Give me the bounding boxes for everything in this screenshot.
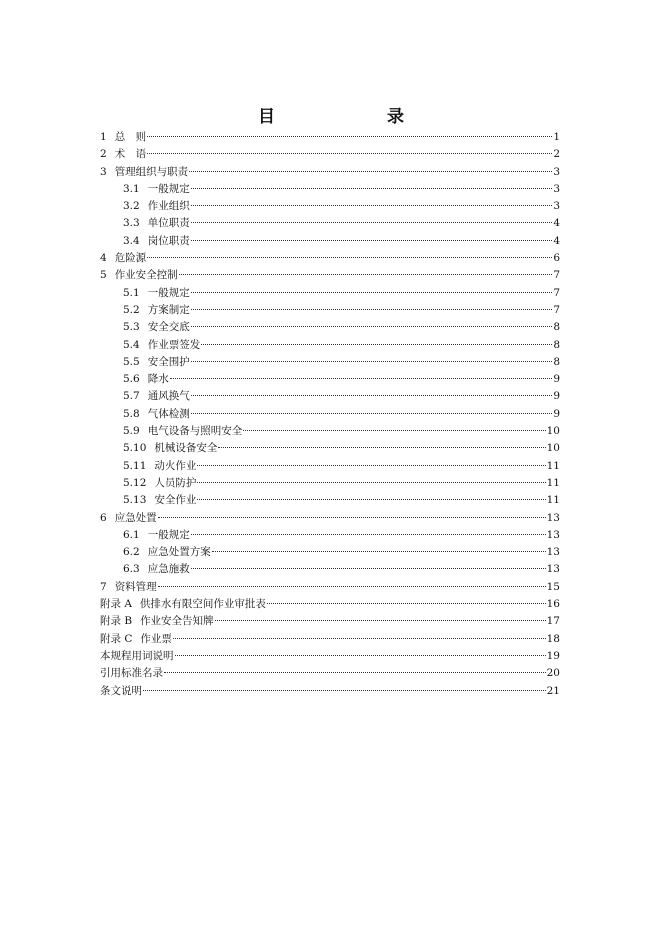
- toc-entry-title: 术 语: [114, 148, 147, 161]
- toc-entry[interactable]: [100, 129, 560, 146]
- toc-entry[interactable]: [100, 613, 560, 630]
- toc-entry-page-number: 8: [553, 355, 560, 368]
- toc-entry-title: 本规程用词说明: [100, 649, 174, 662]
- toc-entry-number: 3.4: [123, 234, 140, 247]
- dot-leader: [191, 413, 553, 414]
- toc-entry-title: 总 则: [114, 131, 147, 143]
- toc-entry-page-number: 2: [553, 148, 560, 161]
- toc-entry-title: 一般规定: [147, 528, 190, 541]
- toc-entry-number: 6: [100, 511, 107, 524]
- toc-entry-page-number: 21: [546, 684, 560, 697]
- toc-entry[interactable]: [100, 631, 560, 648]
- toc-entry[interactable]: [100, 544, 560, 561]
- toc-entry-page-number: 6: [553, 252, 560, 265]
- toc-entry[interactable]: [100, 561, 560, 578]
- toc-entry-title: 安全交底: [147, 321, 190, 334]
- toc-entry-page-number: 4: [553, 217, 560, 230]
- dot-leader: [197, 482, 545, 483]
- toc-entry-page-number: 8: [553, 321, 560, 334]
- toc-entry-number: 5.10: [123, 442, 147, 455]
- toc-entry-number: 3.3: [123, 217, 140, 230]
- toc-entry[interactable]: [100, 233, 560, 250]
- toc-entry-page-number: 13: [546, 511, 560, 524]
- dot-leader: [173, 638, 546, 639]
- toc-entry[interactable]: [100, 423, 560, 440]
- toc-entry-title: 人员防护: [154, 476, 197, 489]
- toc-entry-page-number: 7: [553, 286, 560, 299]
- toc-entry[interactable]: [100, 579, 560, 596]
- toc-entry-title: 应急施救: [147, 563, 190, 576]
- toc-entry[interactable]: [100, 181, 560, 198]
- dot-leader: [170, 378, 553, 379]
- toc-entry-page-number: 4: [553, 234, 560, 247]
- toc-entry-title: 一般规定: [147, 182, 190, 195]
- toc-entry[interactable]: [100, 475, 560, 492]
- toc-entry-page-number: 3: [553, 165, 560, 178]
- toc-entry[interactable]: [100, 492, 560, 509]
- toc-entry-number: 3.2: [123, 200, 140, 213]
- dot-leader: [158, 517, 546, 518]
- toc-entry-number: 5.6: [123, 373, 140, 386]
- toc-entry-number: 4: [100, 252, 107, 265]
- toc-title: 目 录: [258, 107, 430, 127]
- toc-entry-title: 作业组织: [147, 200, 190, 213]
- toc-entry-number: 6.2: [123, 546, 140, 559]
- toc-entry-title: 条文说明: [100, 684, 142, 697]
- dot-leader: [191, 326, 553, 327]
- toc-entry-title: 引用标准名录: [100, 667, 163, 680]
- toc-entry[interactable]: [100, 198, 560, 215]
- toc-entry-page-number: 8: [553, 338, 560, 351]
- toc-entry-page-number: 16: [546, 598, 560, 611]
- toc-entry-number: 5.5: [123, 355, 140, 368]
- toc-entry-page-number: 9: [553, 390, 560, 403]
- toc-entry-title: 安全围护: [147, 355, 190, 368]
- toc-entry-page-number: 13: [546, 563, 560, 576]
- dot-leader: [191, 222, 553, 223]
- dot-leader: [201, 344, 552, 345]
- dot-leader: [158, 586, 546, 587]
- dot-leader: [191, 534, 546, 535]
- toc-entry-page-number: 17: [546, 615, 560, 628]
- toc-entry-title: 电气设备与照明安全: [147, 425, 243, 438]
- toc-entry[interactable]: [100, 648, 560, 665]
- dot-leader: [218, 447, 545, 448]
- toc-entry-title: 安全作业: [154, 494, 197, 507]
- toc-entry-number: 5.1: [123, 286, 140, 299]
- toc-entry-number: 附录 B: [100, 615, 133, 628]
- toc-entry[interactable]: [100, 267, 560, 284]
- toc-entry-title: 通风换气: [147, 390, 190, 403]
- toc-entry-title: 危险源: [114, 252, 147, 265]
- dot-leader: [175, 655, 546, 656]
- toc-entry[interactable]: [100, 406, 560, 423]
- dot-leader: [191, 395, 553, 396]
- toc-entry-number: 5.2: [123, 303, 140, 316]
- dot-leader: [191, 205, 553, 206]
- dot-leader: [197, 465, 545, 466]
- dot-leader: [212, 551, 546, 552]
- toc-entry-number: 6.3: [123, 563, 140, 576]
- toc-list: [100, 129, 560, 700]
- toc-entry-title: 单位职责: [147, 217, 190, 230]
- toc-entry-number: 3: [100, 165, 107, 178]
- dot-leader: [147, 153, 552, 154]
- toc-entry-title: 动火作业: [154, 459, 197, 472]
- toc-entry-title: 管理组织与职责: [114, 165, 189, 178]
- toc-entry-title: 机械设备安全: [154, 442, 218, 455]
- toc-entry-page-number: 10: [546, 442, 560, 455]
- toc-entry[interactable]: [100, 371, 560, 388]
- toc-entry-number: 1: [100, 131, 107, 143]
- toc-entry-number: 5: [100, 269, 107, 282]
- toc-entry[interactable]: [100, 319, 560, 336]
- toc-entry-page-number: 11: [546, 494, 560, 507]
- toc-entry[interactable]: [100, 665, 560, 682]
- dot-leader: [197, 499, 545, 500]
- dot-leader: [191, 188, 553, 189]
- dot-leader: [215, 620, 546, 621]
- dot-leader: [191, 568, 546, 569]
- dot-leader: [191, 309, 553, 310]
- toc-entry-number: 5.9: [123, 425, 140, 438]
- toc-entry-number: 5.4: [123, 338, 140, 351]
- toc-entry-number: 6.1: [123, 528, 140, 541]
- toc-entry-page-number: 20: [546, 667, 560, 680]
- toc-entry-title: 供排水有限空间作业审批表: [139, 598, 266, 611]
- toc-entry[interactable]: [100, 146, 560, 163]
- dot-leader: [147, 136, 552, 137]
- toc-entry-title: 作业安全告知牌: [140, 615, 214, 628]
- dot-leader: [179, 274, 553, 275]
- toc-entry[interactable]: [100, 250, 560, 267]
- toc-entry-page-number: 15: [546, 580, 560, 593]
- toc-entry-page-number: 3: [553, 200, 560, 213]
- toc-entry-page-number: 11: [546, 459, 560, 472]
- dot-leader: [191, 361, 553, 362]
- toc-entry-page-number: 13: [546, 528, 560, 541]
- toc-entry[interactable]: [100, 596, 560, 613]
- toc-entry-page-number: 10: [546, 425, 560, 438]
- toc-entry-title: 一般规定: [147, 286, 190, 299]
- toc-entry[interactable]: [100, 164, 560, 181]
- toc-entry-page-number: 9: [553, 373, 560, 386]
- toc-entry[interactable]: [100, 302, 560, 319]
- toc-entry-title: 作业票签发: [147, 338, 201, 351]
- toc-entry-page-number: 13: [546, 546, 560, 559]
- dot-leader: [189, 171, 552, 172]
- toc-entry-number: 5.7: [123, 390, 140, 403]
- dot-leader: [243, 430, 545, 431]
- toc-entry-number: 5.8: [123, 407, 140, 420]
- dot-leader: [147, 257, 552, 258]
- toc-entry-page-number: 7: [553, 303, 560, 316]
- toc-entry[interactable]: [100, 354, 560, 371]
- toc-entry-number: 5.13: [123, 494, 147, 507]
- toc-entry-page-number: 7: [553, 269, 560, 282]
- toc-entry-title: 作业安全控制: [114, 269, 178, 282]
- toc-entry[interactable]: [100, 510, 560, 527]
- dot-leader: [267, 603, 546, 604]
- toc-entry-title: 作业票: [140, 632, 172, 645]
- toc-entry-title: 应急处置方案: [147, 546, 211, 559]
- toc-entry[interactable]: [100, 683, 560, 700]
- toc-entry-number: 2: [100, 148, 107, 161]
- dot-leader: [164, 672, 546, 673]
- toc-entry[interactable]: [100, 440, 560, 457]
- toc-entry-title: 气体检测: [147, 407, 190, 420]
- toc-entry-title: 岗位职责: [147, 234, 190, 247]
- toc-entry-title: 应急处置: [114, 511, 157, 524]
- toc-entry[interactable]: [100, 285, 560, 302]
- dot-leader: [191, 240, 553, 241]
- toc-entry[interactable]: [100, 337, 560, 354]
- toc-entry-title: 资料管理: [114, 580, 157, 593]
- toc-entry-page-number: 11: [546, 476, 560, 489]
- toc-entry-title: 方案制定: [147, 303, 190, 316]
- dot-leader: [143, 690, 546, 691]
- toc-entry-number: 附录 A: [100, 598, 132, 611]
- dot-leader: [191, 292, 553, 293]
- toc-entry-page-number: 3: [553, 182, 560, 195]
- toc-entry[interactable]: [100, 215, 560, 232]
- toc-entry-number: 7: [100, 580, 107, 593]
- toc-entry-title: 降水: [147, 373, 169, 386]
- toc-entry-number: 3.1: [123, 182, 140, 195]
- toc-entry-page-number: 1: [553, 131, 560, 143]
- toc-entry-number: 5.12: [123, 476, 147, 489]
- toc-entry-number: 附录 C: [100, 632, 133, 645]
- toc-entry-number: 5.11: [123, 459, 147, 472]
- toc-entry[interactable]: [100, 458, 560, 475]
- toc-entry-number: 5.3: [123, 321, 140, 334]
- toc-entry-page-number: 9: [553, 407, 560, 420]
- toc-entry-page-number: 19: [546, 649, 560, 662]
- toc-entry-page-number: 18: [546, 632, 560, 645]
- toc-entry[interactable]: [100, 527, 560, 544]
- toc-entry[interactable]: [100, 388, 560, 405]
